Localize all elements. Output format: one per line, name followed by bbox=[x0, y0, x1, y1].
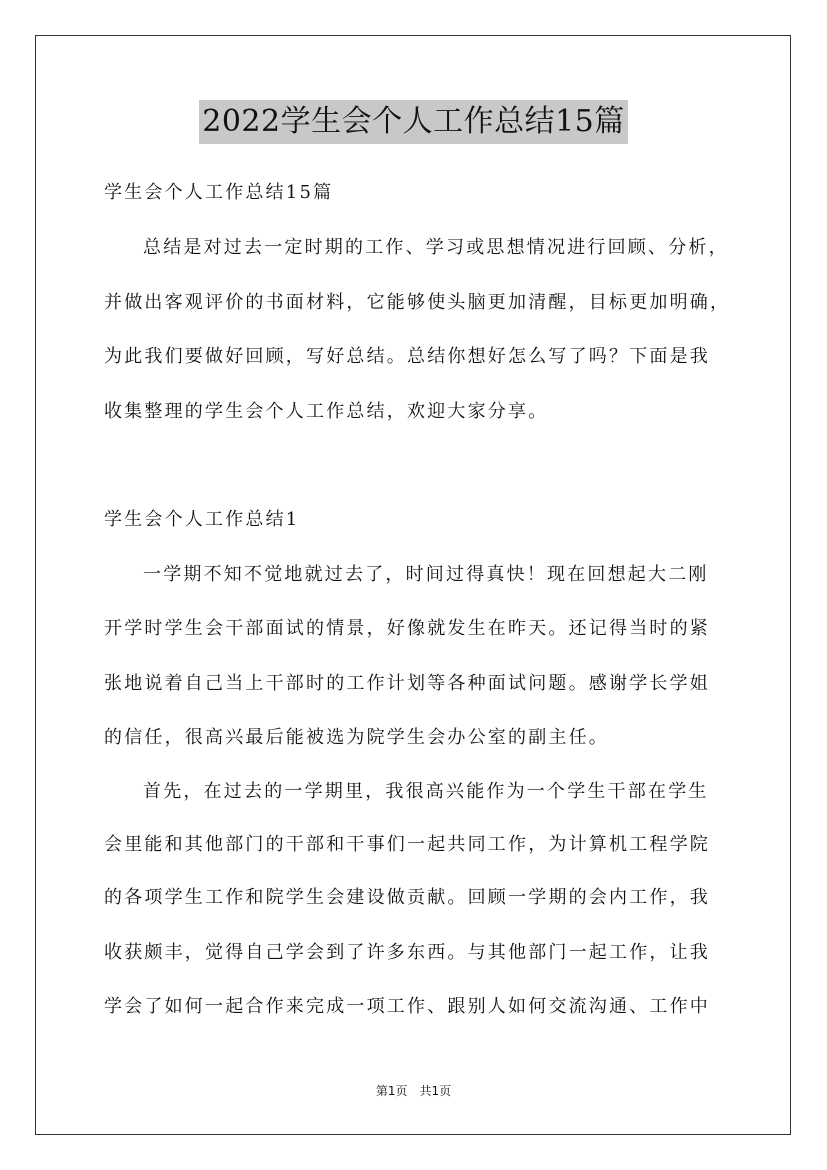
intro-line-4: 收集整理的学生会个人工作总结，欢迎大家分享。 bbox=[104, 401, 549, 422]
intro-line-1: 总结是对过去一定时期的工作、学习或思想情况进行回顾、分析， bbox=[143, 237, 729, 258]
paragraph1-line-2: 开学时学生会干部面试的情景，好像就发生在昨天。还记得当时的紧 bbox=[104, 618, 710, 639]
paragraph2-line-3: 的各项学生工作和院学生会建设做贡献。回顾一学期的会内工作，我 bbox=[104, 887, 710, 908]
page-number: 第1页 共1页 bbox=[375, 1084, 452, 1098]
paragraph1-line-1: 一学期不知不觉地就过去了，时间过得真快！现在回想起大二刚 bbox=[143, 564, 709, 585]
paragraph2-line-5: 学会了如何一起合作来完成一项工作、跟别人如何交流沟通、工作中 bbox=[104, 996, 710, 1017]
document-subtitle: 学生会个人工作总结15篇 bbox=[104, 182, 334, 203]
paragraph2-line-2: 会里能和其他部门的干部和干事们一起共同工作，为计算机工程学院 bbox=[104, 834, 710, 855]
paragraph2-line-1: 首先，在过去的一学期里，我很高兴能作为一个学生干部在学生 bbox=[143, 781, 709, 802]
paragraph1-line-3: 张地说着自己当上干部时的工作计划等各种面试问题。感谢学长学姐 bbox=[104, 673, 710, 694]
document-title: 2022学生会个人工作总结15篇 bbox=[199, 100, 628, 144]
intro-line-3: 为此我们要做好回顾，写好总结。总结你想好怎么写了吗？下面是我 bbox=[104, 346, 710, 367]
section-heading: 学生会个人工作总结1 bbox=[104, 509, 300, 530]
title-container bbox=[0, 100, 827, 144]
intro-line-2: 并做出客观评价的书面材料，它能够使头脑更加清醒，目标更加明确， bbox=[104, 292, 731, 313]
paragraph2-line-4: 收获颇丰，觉得自己学会到了许多东西。与其他部门一起工作，让我 bbox=[104, 942, 710, 963]
paragraph1-line-4: 的信任，很高兴最后能被选为院学生会办公室的副主任。 bbox=[104, 727, 609, 748]
